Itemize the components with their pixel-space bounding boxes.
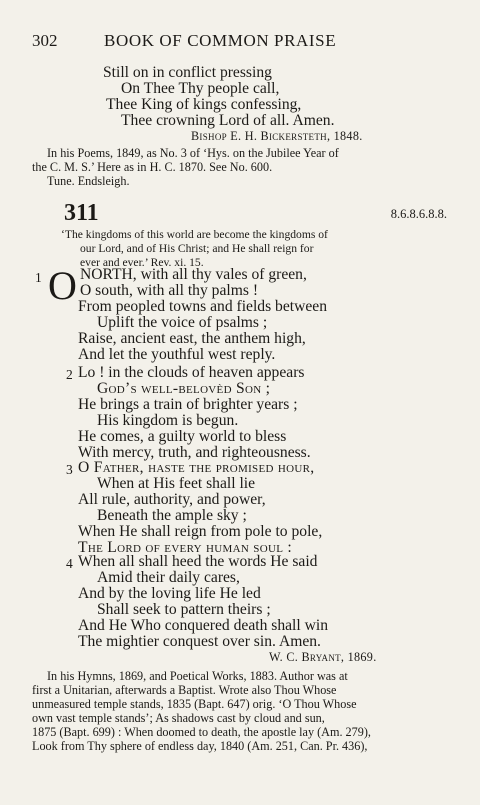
stanza-line: When at His feet shall lie xyxy=(97,475,256,492)
hymn-note: 1875 (Bapt. 699) : When doomed to death, the apostle lay (Am. 279), xyxy=(32,725,371,739)
prev-hymn-author: Bishop E. H. Bickersteth, 1848. xyxy=(191,129,363,143)
stanza-line: He comes, a guilty world to bless xyxy=(78,428,287,445)
stanza-line: He brings a train of brighter years ; xyxy=(78,396,298,413)
stanza-line: And by the loving life He led xyxy=(78,585,261,602)
prev-hymn-tune: Tune. Endsleigh. xyxy=(47,174,130,188)
prev-hymn-line: On Thee Thy people call, xyxy=(121,80,280,97)
prev-hymn-note: In his Poems, 1849, as No. 3 of ‘Hys. on the Jubilee Year of xyxy=(47,146,339,160)
epigraph-line: our Lord, and of His Christ; and He shall reign for xyxy=(80,242,314,255)
drop-cap: O xyxy=(48,263,77,308)
stanza-line: When all shall heed the words He said xyxy=(78,553,318,570)
running-title: BOOK OF COMMON PRAISE xyxy=(104,31,337,50)
stanza-number: 1 xyxy=(35,270,42,285)
hymn-note: own vast temple stands’; As shadows cast by cloud and sun, xyxy=(32,711,325,725)
hymn-note: first a Unitarian, afterwards a Baptist. Wrote also Thou Whose xyxy=(32,683,337,697)
stanza-number: 2 xyxy=(66,367,73,382)
prev-hymn-line: Thee King of kings confessing, xyxy=(106,96,302,113)
stanza-line: Shall seek to pattern theirs ; xyxy=(97,601,271,618)
prev-hymn-line: Thee crowning Lord of all. Amen. xyxy=(121,112,335,129)
epigraph-line: ever and ever.’ Rev. xi. 15. xyxy=(80,256,204,269)
stanza-line: And He Who conquered death shall win xyxy=(78,617,329,634)
stanza-line: All rule, authority, and power, xyxy=(78,491,266,508)
stanza-line: Uplift the voice of psalms ; xyxy=(97,314,268,331)
stanza-line: The mightier conquest over sin. Amen. xyxy=(78,633,321,650)
hymn-note: unmeasured temple stands, 1835 (Bapt. 647) orig. ‘O Thou Whose xyxy=(32,697,357,711)
hymn-note: In his Hymns, 1869, and Poetical Works, 1883. Author was at xyxy=(47,669,348,683)
epigraph-line: ‘The kingdoms of this world are become the kingdoms of xyxy=(61,228,328,241)
hymn-author: W. C. Bryant, 1869. xyxy=(269,650,377,664)
stanza-number: 3 xyxy=(66,462,73,477)
stanza-line: From peopled towns and fields between xyxy=(78,298,328,315)
stanza-line: Amid their daily cares, xyxy=(97,569,240,586)
stanza-line: The Lord of every human soul : xyxy=(78,539,293,556)
stanza-line: Raise, ancient east, the anthem high, xyxy=(78,330,306,347)
prev-hymn-note: the C. M. S.’ Here as in H. C. 1870. See No. 600. xyxy=(32,160,273,174)
stanza-line: NORTH, with all thy vales of green, xyxy=(80,266,307,283)
stanza-line: With mercy, truth, and righteousness. xyxy=(78,444,311,461)
stanza-line: O Father, haste the promised hour, xyxy=(78,459,315,476)
hymn-number: 311 xyxy=(64,200,99,226)
stanza-line: O south, with all thy palms ! xyxy=(80,282,259,299)
page-header xyxy=(32,31,448,53)
hymn-note: Look from Thy sphere of endless day, 1840 (Am. 251, Can. Pr. 436), xyxy=(32,739,368,753)
page-number: 302 xyxy=(32,31,58,50)
stanza-line: God’s well-belovèd Son ; xyxy=(97,380,271,397)
stanza-line: When He shall reign from pole to pole, xyxy=(78,523,323,540)
stanza-line: Beneath the ample sky ; xyxy=(97,507,247,524)
stanza-line: And let the youthful west reply. xyxy=(78,346,276,363)
prev-hymn-line: Still on in conflict pressing xyxy=(103,64,272,81)
hymn-meter: 8.6.8.6.8.8. xyxy=(390,207,447,221)
stanza-number: 4 xyxy=(66,556,73,571)
stanza-line: Lo ! in the clouds of heaven appears xyxy=(78,364,305,381)
stanza-line: His kingdom is begun. xyxy=(97,412,239,429)
